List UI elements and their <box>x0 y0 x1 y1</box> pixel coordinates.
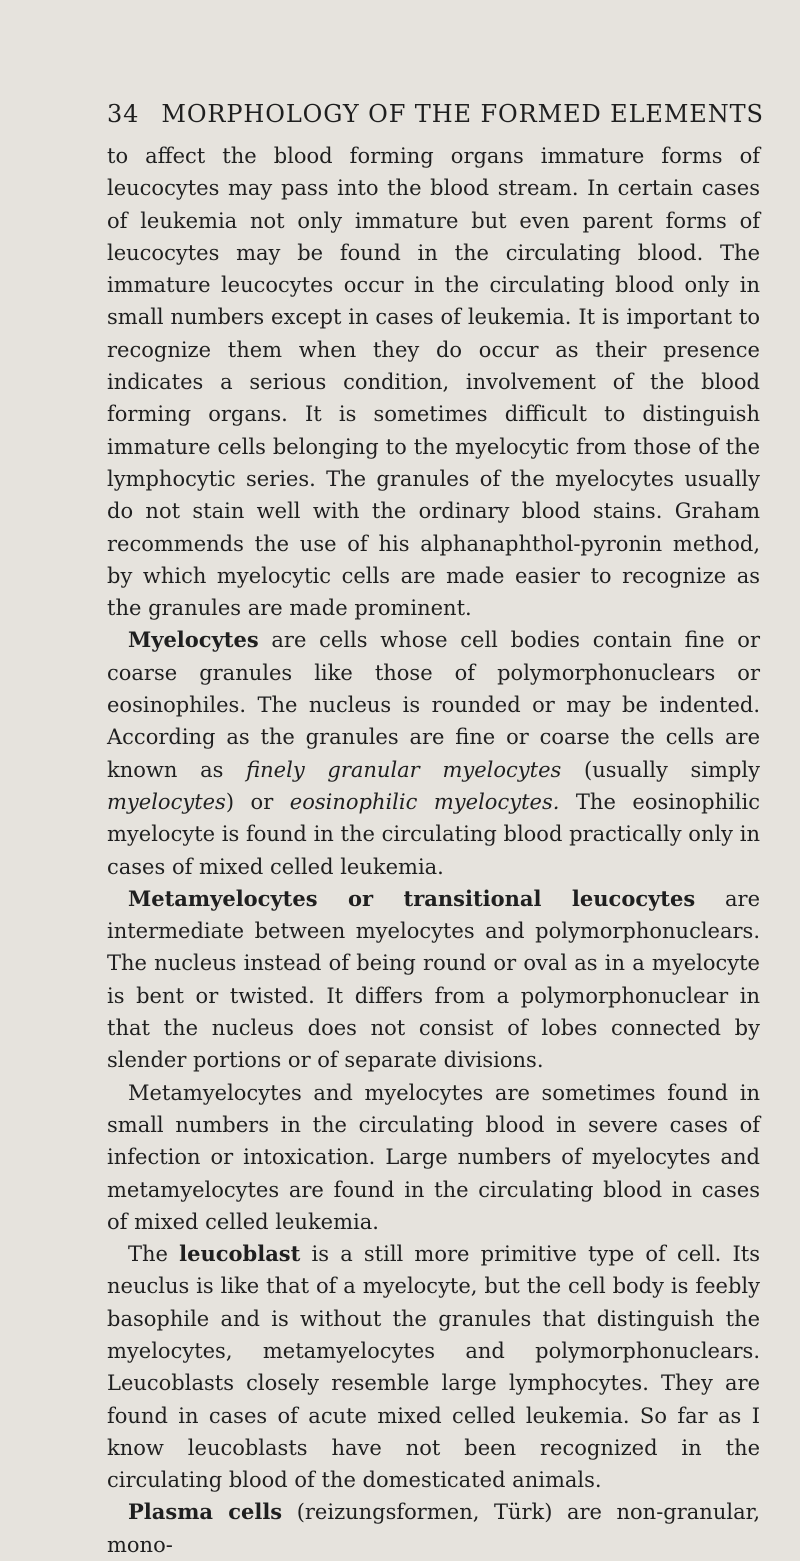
body-text <box>107 140 760 1561</box>
paragraph-text: is a still more primitive type of cell. Its neuclus is like that of a myelocyte, but the cell body is feebly basophile and is without the granules that distinguish the myelocytes, metamyelocytes and polymorphonuclears. Leucoblasts closely resemble large lymphocytes. They are found in cases of acute mixed celled leukemia. So far as I know leucoblasts have not been recognized in the circulating blood of the domesticated animals. <box>107 1242 760 1493</box>
italic-term: eosinophilic myelocytes. <box>289 789 560 814</box>
running-header <box>107 100 764 140</box>
italic-term: finely granular myelocytes <box>246 757 562 782</box>
italic-term: myelocytes <box>107 789 226 814</box>
paragraph-text: ) or <box>225 789 290 814</box>
paragraph-text: are intermediate between myelocytes and polymorphonuclears. The nucleus instead of being round or oval as in a myelocyte is bent or twisted. It differs from a polymorphonuclear in that the nucleus does not consist of lobes connected by slender portions or of separate divisions. <box>107 886 760 1073</box>
running-title: MORPHOLOGY OF THE FORMED ELEMENTS <box>161 100 764 128</box>
paragraph-text: to affect the blood forming organs immature forms of leucocytes may pass into the blood stream. In certain cases of leukemia not only immature but even parent forms of leucocytes may be found in the circulating blood. The immature leucocytes occur in the circulating blood only in small numbers except in cases of leukemia. It is important to recognize them when they do occur as their presence indicates a serious condition, involvement of the blood forming organs. It is sometimes difficult to distinguish immature cells belonging to the myelocytic from those of the lymphocytic series. The granules of the myelocytes usually do not stain well with the ordinary blood stains. Graham recommends the use of his alphanaphthol-pyronin method, by which myelocytic cells are made easier to recognize as the granules are made prominent. <box>107 144 760 621</box>
paragraph-text: are cells whose cell bodies contain fine or coarse granules like those of polymorphonuclears or eosinophiles. The nucleus is rounded or may be indented. According as the granules are fine or coarse the cells are known as <box>107 628 760 782</box>
paragraph-infection <box>107 1077 760 1238</box>
term-plasma-cells: Plasma cells <box>128 1499 283 1525</box>
paragraph-text: The eosinophilic myelocyte is found in the circulating blood practically only in cases of mixed celled leukemia. <box>107 789 761 879</box>
term-leucoblast: leucoblast <box>179 1241 301 1267</box>
paragraph-text: (reizungsformen, Türk) are non-granular, mono- <box>107 1500 760 1557</box>
paragraph-text: (usually simply <box>561 757 760 782</box>
term-myelocytes: Myelocytes <box>128 627 259 653</box>
paragraph-plasma-cells <box>107 1496 760 1561</box>
paragraph-metamyelocytes <box>107 883 760 1077</box>
paragraph-leucoblast <box>107 1238 760 1496</box>
paragraph-myelocytes <box>107 624 760 882</box>
paragraph-continued <box>107 140 760 624</box>
term-metamyelocytes: Metamyelocytes or transitional leucocytes <box>128 885 696 911</box>
paragraph-text: The <box>128 1242 180 1267</box>
page-number: 34 <box>107 100 140 128</box>
paragraph-text: Metamyelocytes and myelocytes are sometimes found in small numbers in the circulating blood in severe cases of infection or intoxication. Large numbers of myelocytes and metamyelocytes are found in the circulating blood in cases of mixed celled leukemia. <box>107 1080 760 1234</box>
